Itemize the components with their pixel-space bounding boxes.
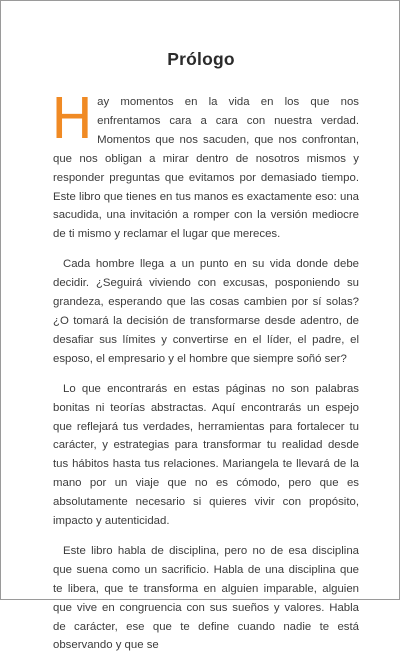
paragraph-1 — [51, 87, 359, 244]
drop-cap: H — [51, 87, 94, 152]
paragraph-2: Cada hombre llega a un punto en su vida donde debe decidir. ¿Seguirá viviendo con excusas, posponiendo su grandeza, esperando que las cosas cambien por sí solas? ¿O tomará la decisión de transformarse desde adentro, de desafiar sus límites y convertirse en el líder, el padre, el esposo, el empresario y el hombre que siempre soñó ser? — [53, 258, 359, 365]
page-body — [51, 87, 359, 666]
paragraph-1-text: ay momentos en la vida en los que nos enfrentamos cara a cara con nuestra verdad. Momentos que nos sacuden, que nos confrontan, que nos obligan a mirar dentro de nosotros mismos y responder preguntas que evitamos por demasiado tiempo. Este libro que tienes en tus manos es exactamente eso: una sacudida, una invitación a romper con la versión mediocre de ti mismo y reclamar el lugar que mereces. — [53, 96, 359, 241]
paragraph-4: Este libro habla de disciplina, pero no de esa disciplina que suena como un sacrificio. Habla de una disciplina que te libera, que te transforma en alguien imparable, alguien que vive en congruencia con sus sueños y valores. Habla de carácter, ese que te define cuando nadie te está observando y que se — [53, 544, 359, 652]
page-title: Prólogo — [167, 49, 235, 69]
paragraph-3: Lo que encontrarás en estas páginas no son palabras bonitas ni teorías abstractas. Aquí encontrarás un espejo que reflejará tus verdades, herramientas para fortalecer tu carácter, y estrategias para transformar tu realidad desde tus hábitos hasta tus relaciones. Mariangela te llevará de la mano por un viaje que no es cómodo, pero que es absolutamente necesario si quieres vivir con propósito, impacto y autenticidad. — [53, 382, 359, 528]
